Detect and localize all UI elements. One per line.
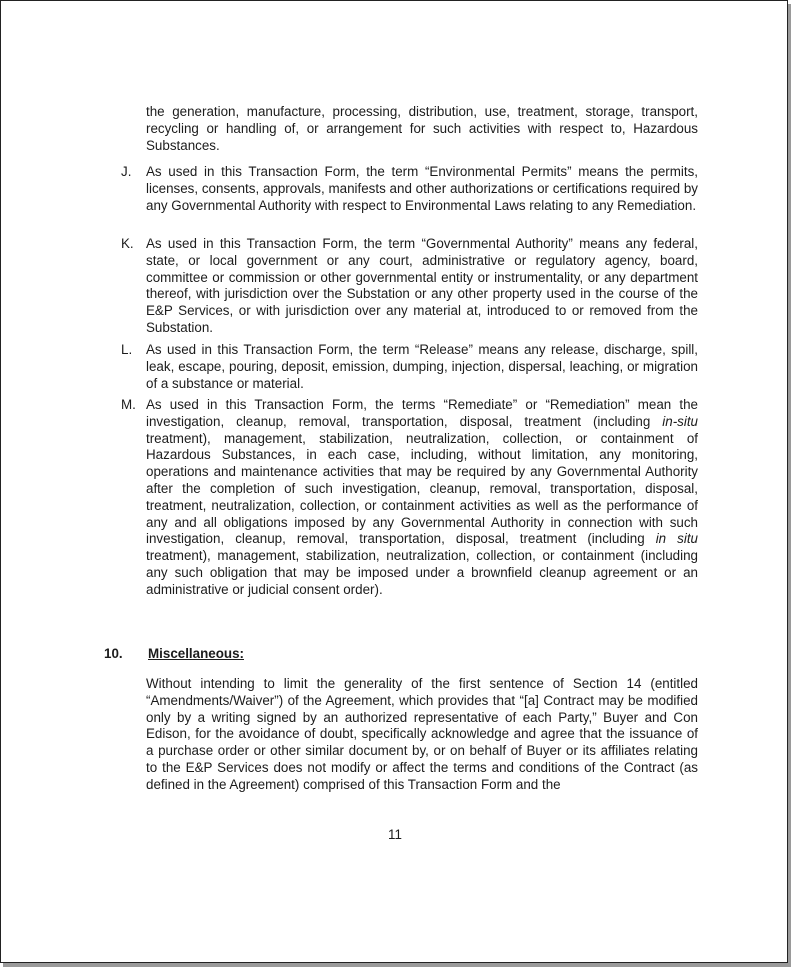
section-title: Miscellaneous: bbox=[148, 646, 244, 661]
italic-term: in-situ bbox=[662, 413, 698, 429]
section-body: Without intending to limit the generality of the first sentence of Section 14 (entitled “Amendments/Waiver”) of the Agreement, which provides that “[a] Contract may be modified only by a writing signed by an authorized representative of each Party,” Buyer and Con Edison, for the avoidance of doubt, specifically acknowledge and agree that the issuance of a purchase order or other similar document by, or on behalf of Buyer or its affiliates relating to the E&P Services does not modify or affect the terms and conditions of the Contract (as defined in the Agreement) comprised of this Transaction Form and the bbox=[146, 676, 698, 792]
item-text bbox=[146, 397, 698, 599]
item-text-part: treatment), management, stabilization, neutralization, collection, or containment (including any such obligation that may be imposed under a brownfield cleanup agreement or an administrative or judicial consent order). bbox=[146, 548, 698, 597]
definition-item-j bbox=[121, 164, 698, 214]
item-text-part: As used in this Transaction Form, the terms “Remediate” or “Remediation” mean the investigation, cleanup, removal, transportation, disposal, treatment (including bbox=[146, 397, 698, 429]
definition-item-k bbox=[121, 236, 698, 337]
item-label: M. bbox=[121, 397, 136, 412]
item-text: As used in this Transaction Form, the term “Release” means any release, discharge, spill, leak, escape, pouring, deposit, emission, dumping, injection, dispersal, leaching, or migration of a substance or material. bbox=[146, 342, 698, 391]
continuation-paragraph: the generation, manufacture, processing, distribution, use, treatment, storage, transport, recycling or handling of, or arrangement for such activities with respect to, Hazardous Substances. bbox=[146, 104, 698, 153]
item-text: As used in this Transaction Form, the term “Environmental Permits” means the permits, licenses, consents, approvals, manifests and other authorizations or certifications required by any Governmental Authority with respect to Environmental Laws relating to any Remediation. bbox=[146, 164, 698, 213]
item-label: K. bbox=[121, 236, 134, 251]
item-text: As used in this Transaction Form, the term “Governmental Authority” means any federal, state, or local government or any court, administrative or regulatory agency, board, committee or commission or other governmental entity or instrumentality, or any department thereof, with jurisdiction over the Substation or any other property used in the course of the E&P Services, or with jurisdiction over any material at, introduced to or removed from the Substation. bbox=[146, 236, 698, 335]
definition-item-m bbox=[121, 397, 698, 599]
section-number: 10. bbox=[104, 646, 123, 661]
definition-item-l bbox=[121, 342, 698, 392]
item-text-part: treatment), management, stabilization, neutralization, collection, or containment of Hazardous Substances, in each case, including, without limitation, any monitoring, operations and maintenance activities that may be required by any Governmental Authority after the completion of such investigation, cleanup, removal, transportation, disposal, treatment, neutralization, collection, or containment activities as well as the performance of any and all obligations imposed by any Governmental Authority in connection with such investigation, cleanup, removal, transportation, disposal, treatment (including bbox=[146, 430, 698, 547]
item-label: J. bbox=[121, 164, 132, 179]
italic-term: in situ bbox=[655, 531, 698, 547]
item-label: L. bbox=[121, 342, 133, 357]
page-number: 11 bbox=[388, 827, 402, 842]
